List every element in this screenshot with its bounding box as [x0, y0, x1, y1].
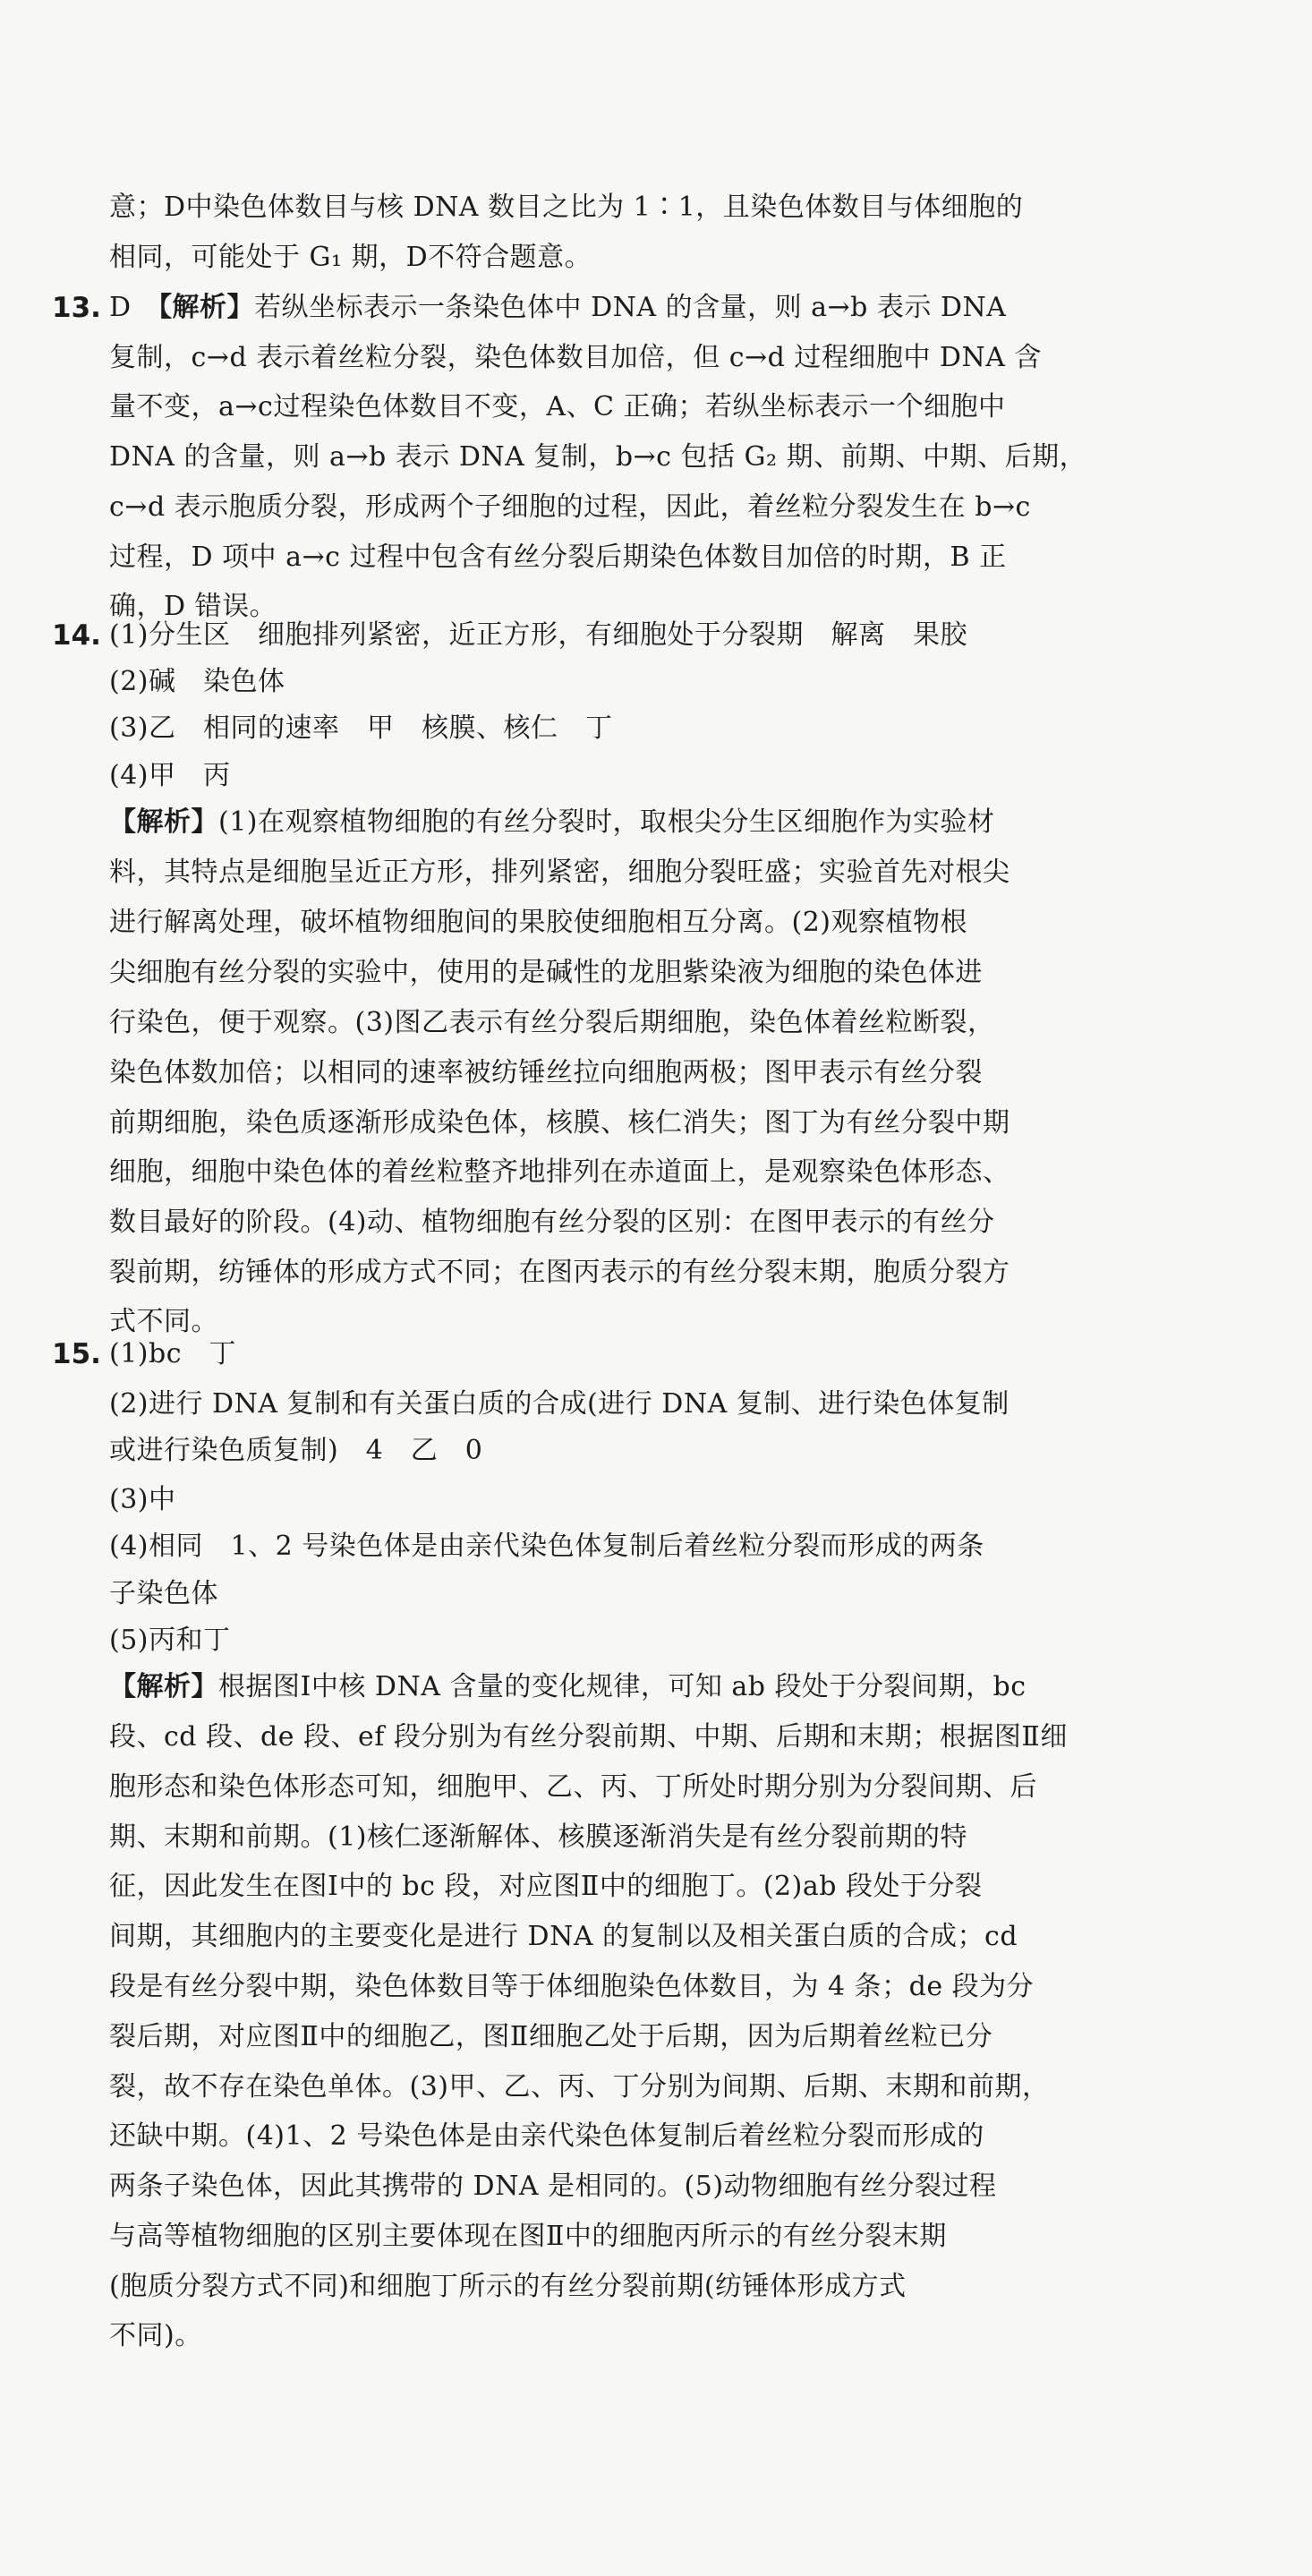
- text-line: 量不变，a→c过程染色体数目不变，A、C 正确；若纵坐标表示一个细胞中: [109, 391, 1006, 422]
- text-line: 数目最好的阶段。(4)动、植物细胞有丝分裂的区别：在图甲表示的有丝分: [109, 1207, 995, 1238]
- text-line: 意；D中染色体数目与核 DNA 数目之比为 1∶1，且染色体数目与体细胞的: [109, 192, 1024, 223]
- text-line: 相同，可能处于 G₁ 期，D不符合题意。: [109, 242, 592, 273]
- analysis-tag: 【解析】: [109, 1671, 218, 1702]
- text-line: 行染色，便于观察。(3)图乙表示有丝分裂后期细胞，染色体着丝粒断裂，: [109, 1007, 995, 1038]
- q14-answer-4: (4)甲 丙: [109, 760, 231, 791]
- q14-analysis-first-line: [109, 800, 995, 845]
- text-line: 式不同。: [109, 1306, 218, 1337]
- question-number-14: 14.: [52, 619, 101, 652]
- q15-answer-5: (5)丙和丁: [109, 1625, 231, 1656]
- text-line: 两条子染色体，因此其携带的 DNA 是相同的。(5)动物细胞有丝分裂过程: [109, 2171, 997, 2202]
- text-line: c→d 表示胞质分裂，形成两个子细胞的过程，因此，着丝粒分裂发生在 b→c: [109, 491, 1031, 523]
- q15-answer-2: (2)进行 DNA 复制和有关蛋白质的合成(进行 DNA 复制、进行染色体复制: [109, 1388, 1010, 1420]
- text-line: 进行解离处理，破坏植物细胞间的果胶使细胞相互分离。(2)观察植物根: [109, 907, 967, 938]
- text-line: (胞质分裂方式不同)和细胞丁所示的有丝分裂前期(纺锤体形成方式: [109, 2271, 907, 2302]
- q15-answer-1: (1)bc 丁: [109, 1338, 237, 1369]
- text-line: 裂后期，对应图Ⅱ中的细胞乙，图Ⅱ细胞乙处于后期，因为后期着丝粒已分: [109, 2021, 993, 2052]
- text-line: 细胞，细胞中染色体的着丝粒整齐地排列在赤道面上，是观察染色体形态、: [109, 1156, 1010, 1188]
- text-line: 确，D 错误。: [109, 591, 277, 622]
- q13-answer: D: [109, 292, 132, 323]
- text-line: 复制，c→d 表示着丝粒分裂，染色体数目加倍，但 c→d 过程细胞中 DNA 含: [109, 342, 1042, 373]
- text-line: 不同)。: [109, 2320, 202, 2351]
- q15-answer-4-cont: 子染色体: [109, 1578, 218, 1609]
- text-line: 前期细胞，染色质逐渐形成染色体，核膜、核仁消失；图丁为有丝分裂中期: [109, 1107, 1010, 1139]
- q13-first-line: [109, 286, 1006, 330]
- text-line: DNA 的含量，则 a→b 表示 DNA 复制，b→c 包括 G₂ 期、前期、中期、后期，: [109, 441, 1087, 473]
- text-line: 尖细胞有丝分裂的实验中，使用的是碱性的龙胆紫染液为细胞的染色体进: [109, 957, 983, 988]
- q15-analysis-start: 根据图Ⅰ中核 DNA 含量的变化规律，可知 ab 段处于分裂间期，bc: [218, 1671, 1027, 1702]
- text-line: 料，其特点是细胞呈近正方形，排列紧密，细胞分裂旺盛；实验首先对根尖: [109, 857, 1010, 888]
- q14-answer-3: (3)乙 相同的速率 甲 核膜、核仁 丁: [109, 712, 613, 744]
- q14-answer-1: (1)分生区 细胞排列紧密，近正方形，有细胞处于分裂期 解离 果胶: [109, 619, 967, 651]
- question-number-15: 15.: [52, 1338, 101, 1370]
- text-line: 胞形态和染色体形态可知，细胞甲、乙、丙、丁所处时期分别为分裂间期、后: [109, 1771, 1037, 1803]
- analysis-tag: 【解析】: [109, 806, 218, 838]
- text-line: 期、末期和前期。(1)核仁逐渐解体、核膜逐渐消失是有丝分裂前期的特: [109, 1821, 967, 1853]
- q15-answer-4: (4)相同 1、2 号染色体是由亲代染色体复制后着丝粒分裂而形成的两条: [109, 1531, 984, 1562]
- text-line: 间期，其细胞内的主要变化是进行 DNA 的复制以及相关蛋白质的合成；cd: [109, 1921, 1018, 1952]
- text-line: 征，因此发生在图Ⅰ中的 bc 段，对应图Ⅱ中的细胞丁。(2)ab 段处于分裂: [109, 1871, 983, 1902]
- text-line: 还缺中期。(4)1、2 号染色体是由亲代染色体复制后着丝粒分裂而形成的: [109, 2120, 984, 2152]
- analysis-tag: 【解析】: [158, 292, 255, 323]
- text-line: 与高等植物细胞的区别主要体现在图Ⅱ中的细胞丙所示的有丝分裂末期: [109, 2221, 947, 2252]
- q15-answer-3: (3)中: [109, 1484, 176, 1515]
- text-line: 裂，故不存在染色单体。(3)甲、乙、丙、丁分别为间期、后期、末期和前期，: [109, 2071, 1050, 2103]
- text-line: 段是有丝分裂中期，染色体数目等于体细胞染色体数目，为 4 条；de 段为分: [109, 1971, 1035, 2002]
- q15-answer-2-cont: 或进行染色质复制) 4 乙 0: [109, 1435, 483, 1466]
- text-line: 染色体数加倍；以相同的速率被纺锤丝拉向细胞两极；图甲表示有丝分裂: [109, 1057, 983, 1088]
- text-line: 段、cd 段、de 段、ef 段分别为有丝分裂前期、中期、后期和末期；根据图Ⅱ细: [109, 1721, 1068, 1753]
- text-line: 裂前期，纺锤体的形成方式不同；在图丙表示的有丝分裂末期，胞质分裂方: [109, 1257, 1010, 1288]
- q14-analysis-start: (1)在观察植物细胞的有丝分裂时，取根尖分生区细胞作为实验材: [218, 806, 995, 838]
- text-line: 过程，D 项中 a→c 过程中包含有丝分裂后期染色体数目加倍的时期，B 正: [109, 542, 1007, 573]
- question-number-13: 13.: [52, 292, 101, 324]
- q15-analysis-first-line: [109, 1665, 1027, 1710]
- q14-answer-2: (2)碱 染色体: [109, 666, 285, 697]
- q13-analysis-start: 若纵坐标表示一条染色体中 DNA 的含量，则 a→b 表示 DNA: [254, 292, 1007, 323]
